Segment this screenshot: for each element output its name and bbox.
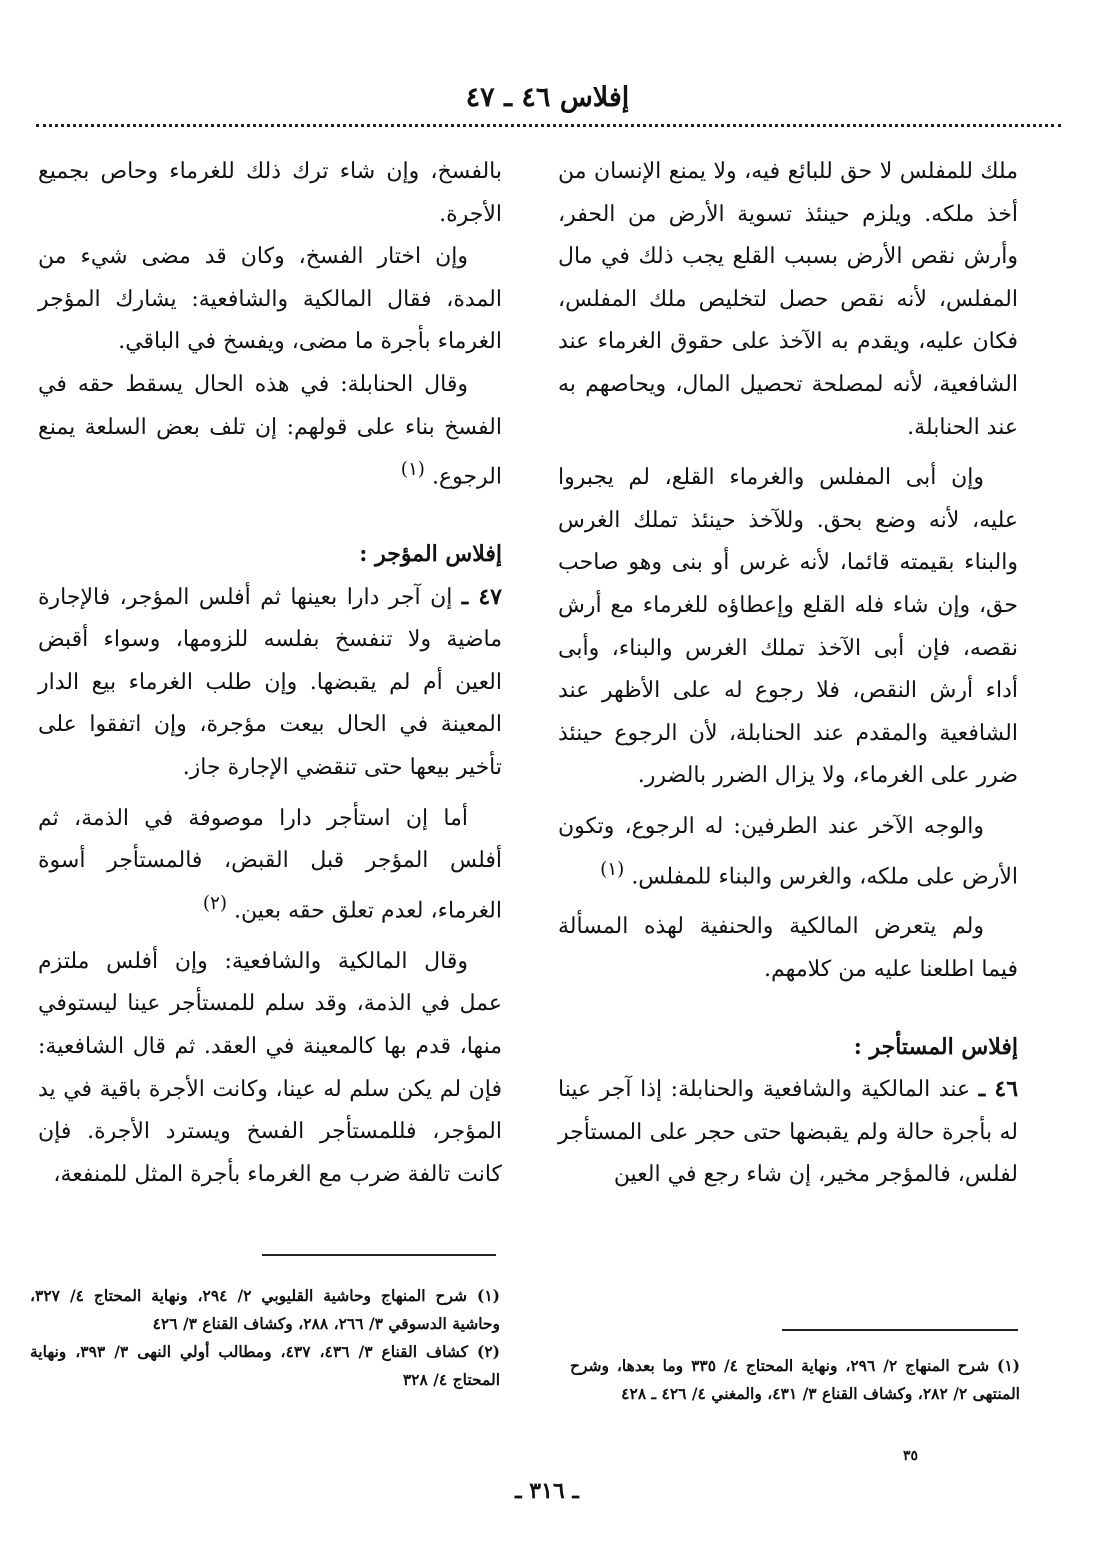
- footnote: (١) شرح المنهاج وحاشية القليوبي ٢/ ٢٩٤، ونهاية المحتاج ٤/ ٣٢٧، وحاشية الدسوقي ٣/ ٢٦٦، ٢٨٨، وكشاف القناع ٣/ ٤٢٦: [30, 1286, 500, 1333]
- page-number: ـ ٣١٦ ـ: [515, 1478, 579, 1504]
- numbered-paragraph: [38, 576, 502, 790]
- footnote-ref: (١): [600, 858, 625, 880]
- footnote-rule: [782, 1329, 1018, 1331]
- section-heading: إفلاس المؤجر :: [359, 541, 502, 568]
- paragraph: وإن أبى المفلس والغرماء القلع، لم يجبروا عليه، لأنه وضع بحق. وللآخذ حينئذ تملك الغرس والبناء بقيمته قائما، لأنه غرس أو بنى وهو صاحب حق، وإن شاء فله القلع وإعطاؤه للغرماء مع أرش نقصه، فإن أبى الآخذ تملك الغرس والبناء، وأبى أداء أرش النقص، فلا رجوع له على الأظهر عند الشافعية والمقدم عند الحنابلة، لأن الرجوع حينئذ ضرر على الغرماء، ولا يزال الضرر بالضرر.: [558, 465, 1018, 789]
- section-heading: إفلاس المستأجر :: [853, 1033, 1018, 1060]
- item-number: ٤٦ ـ: [978, 1076, 1019, 1103]
- left-column: [38, 151, 502, 1196]
- footnotes-left: [30, 1282, 500, 1394]
- footnote: (١) شرح المنهاج ٢/ ٢٩٦، ونهاية المحتاج ٤/ ٣٣٥ وما بعدها، وشرح المنتهى ٢/ ٢٨٢، وكشاف القناع ٣/ ٤٣١، والمغني ٤/ ٤٢٦ ـ ٤٢٨: [570, 1356, 1020, 1403]
- paragraph-text: عند المالكية والشافعية والحنابلة: إذا آجر عينا له بأجرة حالة ولم يقبضها حتى حجر على المستأجر لفلس، فالمؤجر مخير، إن شاء رجع في العين: [558, 1077, 1018, 1188]
- paragraph: وقال المالكية والشافعية: وإن أفلس ملتزم عمل في الذمة، وقد سلم للمستأجر عينا ليستوفي منها، قدم بها كالمعينة في العقد. ثم قال الشافعية: فإن لم يكن سلم له عينا، وكانت الأجرة باقية في يد المؤجر، فللمستأجر الفسخ ويسترد الأجرة. فإن كانت تالفة ضرب مع الغرماء بأجرة المثل للمنفعة،: [38, 948, 502, 1187]
- footnote: (٢) كشاف القناع ٣/ ٤٣٦، ٤٣٧، ومطالب أولي النهى ٣/ ٣٩٣، ونهاية المحتاج ٤/ ٣٢٨: [30, 1342, 500, 1389]
- paragraph-text: وقال الحنابلة: في هذه الحال يسقط حقه في الفسخ بناء على قولهم: إن تلف بعض السلعة يمنع الرجوع.: [38, 371, 502, 490]
- header-dotted-rule: [36, 124, 1061, 127]
- running-header: إفلاس ٤٦ ـ ٤٧: [465, 82, 630, 113]
- paragraph: بالفسخ، وإن شاء ترك ذلك للغرماء وحاص بجميع الأجرة.: [38, 159, 502, 227]
- paragraph-text: إن آجر دارا بعينها ثم أفلس المؤجر، فالإجارة ماضية ولا تنفسخ بفلسه للزومها، وسواء أقبض العين أم لم يقبضها. وإن طلب الغرماء بيع الدار المعينة في الحال بيعت مؤجرة، وإن اتفقوا على تأخير بيعها حتى تنقضي الإجارة جاز.: [38, 584, 502, 781]
- footnotes-right: [570, 1352, 1020, 1408]
- paragraph: [38, 364, 502, 499]
- paragraph-text: أما إن استأجر دارا موصوفة في الذمة، ثم أفلس المؤجر قبل القبض، فالمستأجر أسوة الغرماء، لعدم تعلق حقه بعين.: [38, 805, 502, 924]
- paragraph: [38, 798, 502, 933]
- footnote-ref: (٢): [202, 892, 228, 914]
- paragraph: ولم يتعرض المالكية والحنفية لهذه المسألة فيما اطلعنا عليه من كلامهم.: [558, 914, 1018, 983]
- footnote-ref: (١): [400, 459, 425, 481]
- paragraph: وإن اختار الفسخ، وكان قد مضى شيء من المدة، فقال المالكية والشافعية: يشارك المؤجر الغرماء بأجرة ما مضى، ويفسخ في الباقي.: [38, 244, 502, 355]
- numbered-paragraph: [558, 1068, 1018, 1197]
- paragraph-text: والوجه الآخر عند الطرفين: له الرجوع، وتكون الأرض على ملكه، والغرس والبناء للمفلس.: [558, 813, 1018, 889]
- footnote-rule: [262, 1254, 496, 1256]
- paragraph: ملك للمفلس لا حق للبائع فيه، ولا يمنع الإنسان من أخذ ملكه. ويلزم حينئذ تسوية الأرض من الحفر، وأرش نقص الأرض بسبب القلع يجب ذلك في مال المفلس، لأنه نقص حصل لتخليص ملك المفلس، فكان عليه، ويقدم به الآخذ على حقوق الغرماء عند الشافعية، لأنه لمصلحة تحصيل المال، ويحاصهم به عند الحنابلة.: [558, 159, 1018, 440]
- paragraph: [558, 806, 1018, 899]
- printer-mark: ٣٥: [903, 1448, 919, 1464]
- right-column: [558, 151, 1018, 1197]
- item-number: ٤٧ ـ: [461, 583, 502, 610]
